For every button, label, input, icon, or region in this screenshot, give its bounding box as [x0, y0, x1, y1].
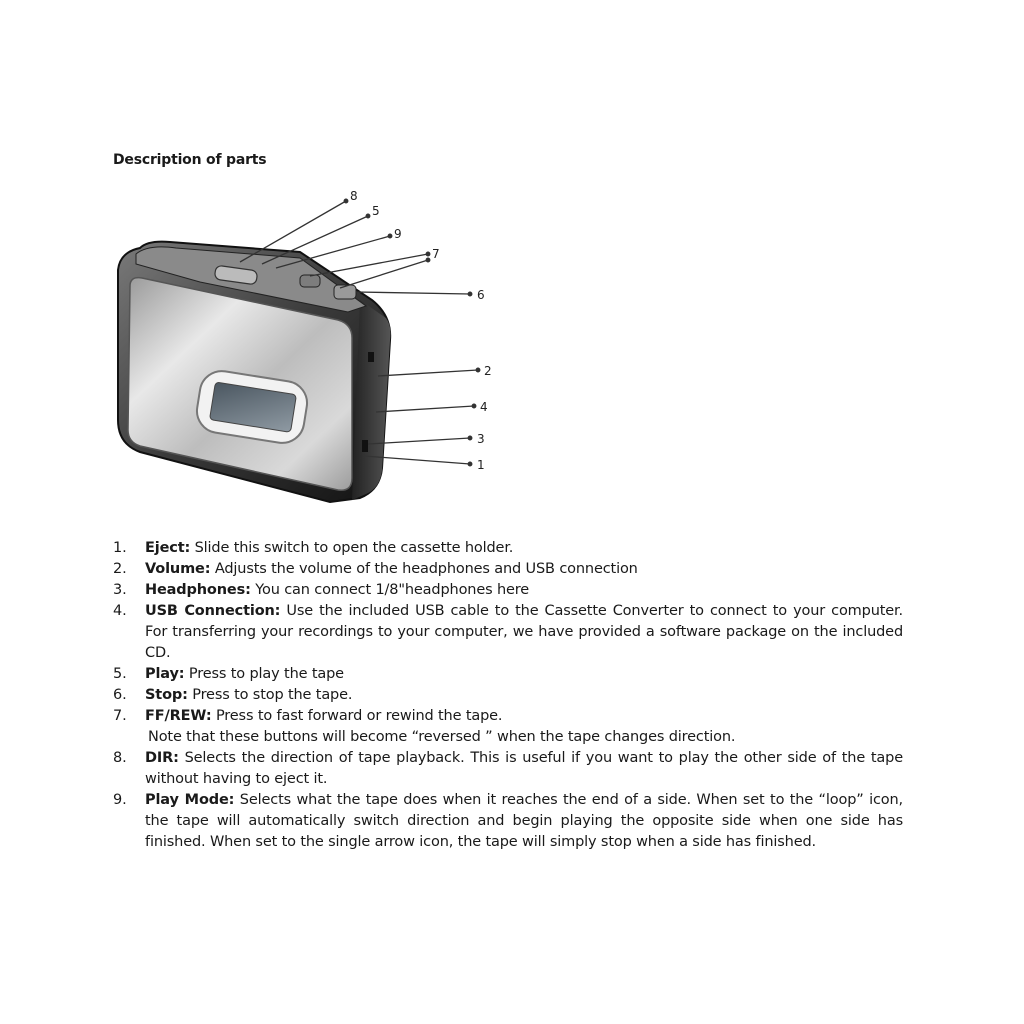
part-description: Selects what the tape does when it reaches the end of a side. When set to the “loop” icon, the tape will automatically switch direction and begin playing the opposite side when one side has finished. When set to the single arrow icon, the tape will simply stop when a side has finished.	[145, 792, 903, 850]
part-term: Eject:	[145, 540, 191, 556]
callout-label-6: 6	[477, 288, 485, 302]
part-term: FF/REW:	[145, 708, 212, 724]
part-description: You can connect 1/8"headphones here	[250, 582, 530, 598]
part-description: Press to stop the tape.	[187, 687, 353, 703]
part-number: 8.	[113, 750, 127, 766]
parts-list	[113, 538, 903, 853]
cassette-converter-device	[118, 242, 391, 502]
part-term: Play:	[145, 666, 185, 682]
callout-label-5: 5	[372, 204, 380, 218]
part-description: Adjusts the volume of the headphones and USB connection	[210, 561, 638, 577]
part-number: 3.	[113, 582, 127, 598]
part-description: Slide this switch to open the cassette holder.	[190, 540, 514, 556]
part-item-headphones	[113, 580, 903, 601]
callout-label-8: 8	[350, 189, 358, 203]
callout-label-9: 9	[394, 227, 402, 241]
part-number: 2.	[113, 561, 127, 577]
part-term: Play Mode:	[145, 792, 235, 808]
callout-label-1: 1	[477, 458, 485, 472]
callout-label-7: 7	[432, 247, 440, 261]
callout-label-4: 4	[480, 400, 488, 414]
part-number: 5.	[113, 666, 127, 682]
part-item-stop	[113, 685, 903, 706]
part-item-eject	[113, 538, 903, 559]
part-description: Selects the direction of tape playback. This is useful if you want to play the other side of the tape without having to eject it.	[145, 750, 903, 787]
part-number: 1.	[113, 540, 127, 556]
part-item-play	[113, 664, 903, 685]
part-item-ff-rew	[113, 706, 903, 748]
part-description: Use the included USB cable to the Cassette Converter to connect to your computer. For transferring your recordings to your computer, we have provided a software package on the included CD.	[145, 603, 903, 661]
part-number: 7.	[113, 708, 127, 724]
part-number: 4.	[113, 603, 127, 619]
callout-label-2: 2	[484, 364, 492, 378]
part-item-volume	[113, 559, 903, 580]
part-term: Stop:	[145, 687, 188, 703]
part-note: Note that these buttons will become “reversed ” when the tape changes direction.	[148, 729, 736, 745]
part-term: USB Connection:	[145, 603, 281, 619]
part-term: Volume:	[145, 561, 211, 577]
part-term: Headphones:	[145, 582, 251, 598]
callout-label-3: 3	[477, 432, 485, 446]
part-item-play-mode	[113, 790, 903, 853]
part-description: Press to play the tape	[184, 666, 344, 682]
part-item-usb-connection	[113, 601, 903, 664]
part-number: 6.	[113, 687, 127, 703]
section-title: Description of parts	[113, 152, 267, 168]
part-description: Press to fast forward or rewind the tape.	[211, 708, 503, 724]
part-number: 9.	[113, 792, 127, 808]
part-item-dir	[113, 748, 903, 790]
part-term: DIR:	[145, 750, 179, 766]
